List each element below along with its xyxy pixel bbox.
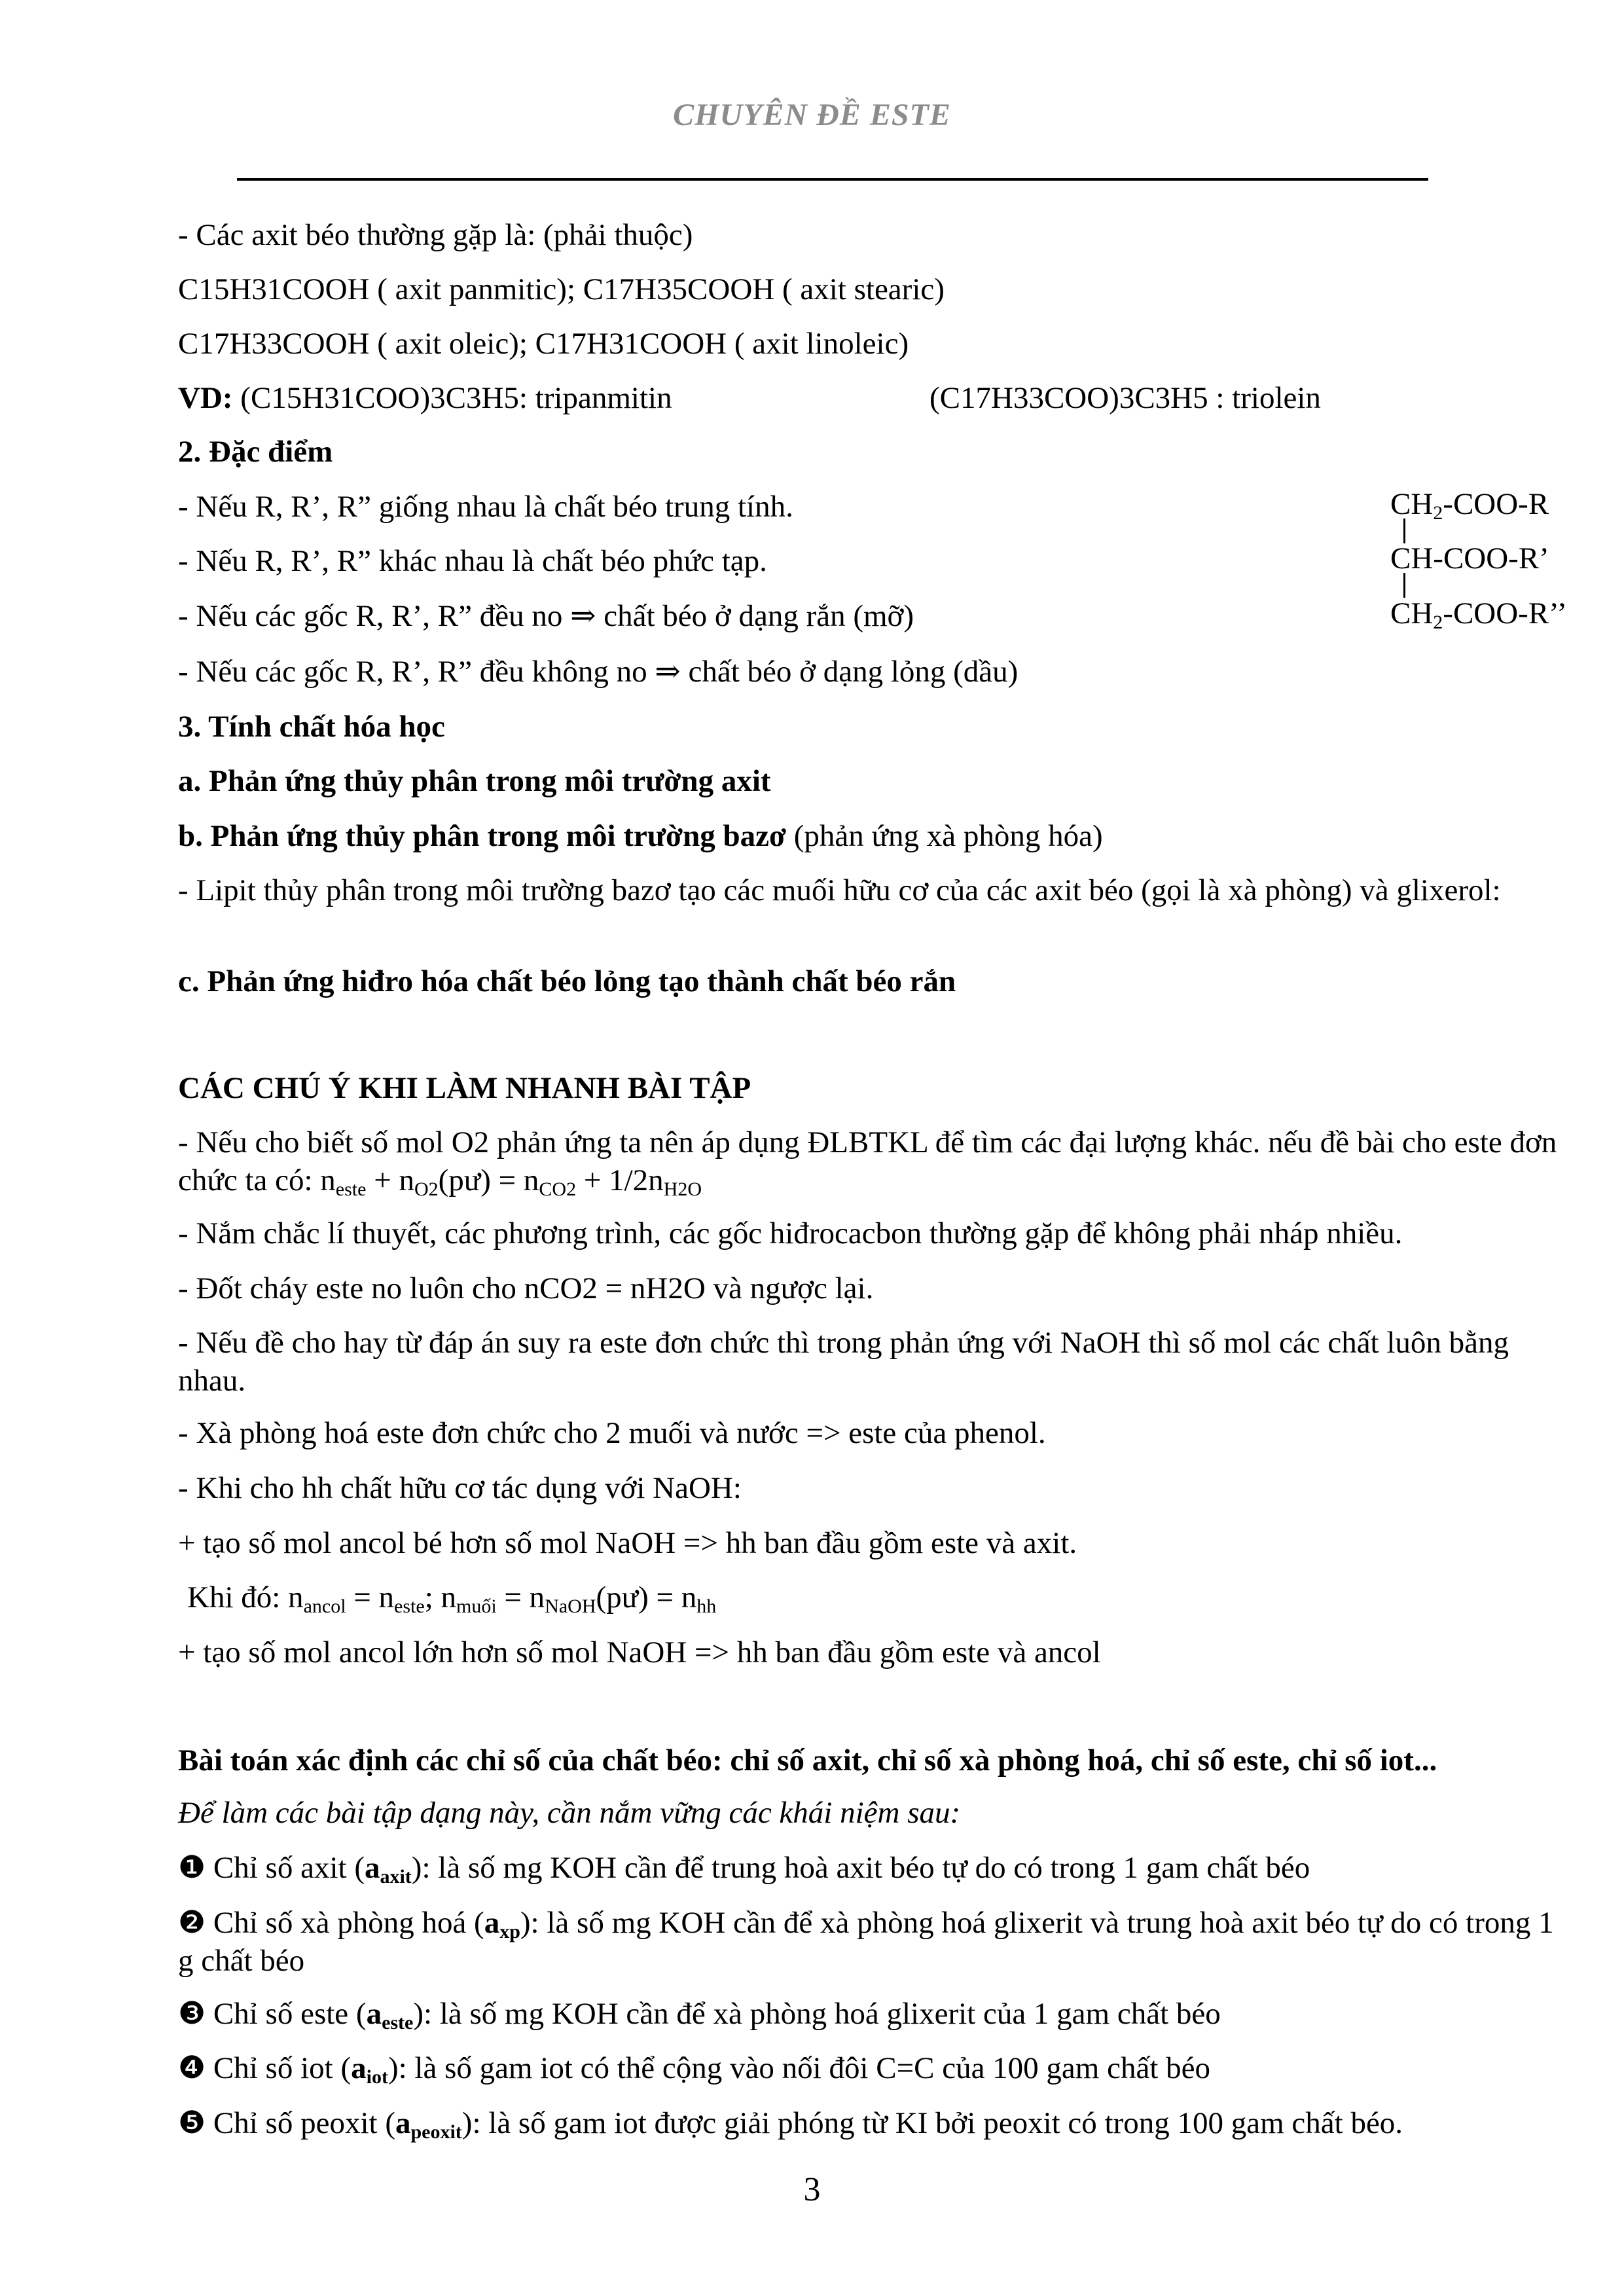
- bullet-3-icon: ❸: [178, 1997, 206, 2031]
- text-line: C17H33COOH ( axit oleic); C17H31COOH ( axit linoleic): [178, 327, 909, 361]
- subsection-heading: a. Phản ứng thủy phân trong môi trường axit: [178, 764, 771, 798]
- example-line: [178, 379, 672, 417]
- note-item: - Khi cho hh chất hữu cơ tác dụng với NaOH:: [178, 1471, 742, 1505]
- text-line: - Nếu R, R’, R” giống nhau là chất béo trung tính.: [178, 490, 793, 524]
- structure-row-1: $CH_2-COO-R$: [1390, 487, 1549, 524]
- text-line: - Nếu các gốc R, R’, R” đều không no ⇒ chất béo ở dạng lỏng (dầu): [178, 655, 1019, 689]
- note-formula: Khi đó: $n_{ancol} = n_{este}$; $n_{muối}$ = $n_{NaOH}(pư) = n_{hh}$: [187, 1580, 717, 1617]
- page-header-title: CHUYÊN ĐỀ ESTE: [673, 98, 951, 132]
- note-item: + tạo số mol ancol lớn hơn số mol NaOH => hh ban đầu gồm este và ancol: [178, 1635, 1101, 1669]
- bullet-5-icon: ❺: [178, 2106, 206, 2140]
- index-definition: ❷ Chỉ số xà phòng hoá $(a_{xp})$: là số mg KOH cần để xà phòng hoá glixerit và trung hoà axit béo tự do có trong 1 g chất béo: [178, 1906, 1554, 1978]
- example-tripanmitin: (C15H31COO)3C3H5: tripanmitin: [240, 381, 672, 415]
- text-line: C15H31COOH ( axit panmitic); C17H35COOH ( axit stearic): [178, 272, 945, 306]
- page-number: 3: [803, 2171, 821, 2208]
- index-definition: ❹ Chỉ số iot $(a_{iot})$: là số gam iot có thể cộng vào nối đôi C=C của 100 gam chất béo: [178, 2051, 1210, 2088]
- text-line: - Nếu các gốc R, R’, R” đều no ⇒ chất béo ở dạng rắn (mỡ): [178, 599, 914, 633]
- header-divider: [237, 178, 1428, 181]
- subsection-heading: c. Phản ứng hiđro hóa chất béo lỏng tạo thành chất béo rắn: [178, 964, 956, 998]
- section-heading: 3. Tính chất hóa học: [178, 710, 445, 744]
- text-line: - Các axit béo thường gặp là: (phải thuộc): [178, 218, 693, 252]
- note-item: - Nắm chắc lí thuyết, các phương trình, các gốc hiđrocacbon thường gặp để không phải nháp nhiều.: [178, 1216, 1403, 1250]
- note-item: - Nếu đề cho hay từ đáp án suy ra este đơn chức thì trong phản ứng với NaOH thì số mol các chất luôn bằng nhau.: [178, 1326, 1509, 1398]
- notes-title: CÁC CHÚ Ý KHI LÀM NHANH BÀI TẬP: [178, 1071, 751, 1105]
- section-heading: 2. Đặc điểm: [178, 435, 333, 469]
- indices-title: Bài toán xác định các chỉ số của chất béo: chỉ số axit, chỉ số xà phòng hoá, chỉ số este, chỉ số iot...: [178, 1743, 1437, 1777]
- note-item: - Nếu cho biết số mol O2 phản ứng ta nên áp dụng ĐLBTKL để tìm các đại lượng khác. nếu đề bài cho este đơn chức ta có: $n_{este}$ + $n_{O2}(pư) = n_{CO2} + 1/2n_{H2O}$: [178, 1125, 1557, 1200]
- bullet-2-icon: ❷: [178, 1906, 206, 1940]
- note-item: - Đốt cháy este no luôn cho nCO2 = nH2O và ngược lại.: [178, 1271, 874, 1305]
- implies-arrow: ⇒: [655, 655, 681, 689]
- note-item: + tạo số mol ancol bé hơn số mol NaOH => hh ban đầu gồm este và axit.: [178, 1526, 1077, 1560]
- index-definition: ❶ Chỉ số axit $(a_{axit})$: là số mg KOH cần để trung hoà axit béo tự do có trong 1 gam chất béo: [178, 1851, 1310, 1887]
- implies-arrow: ⇒: [570, 599, 596, 633]
- example-triolein: (C17H33COO)3C3H5 : triolein: [929, 381, 1321, 415]
- indices-intro: Để làm các bài tập dạng này, cần nắm vững các khái niệm sau:: [178, 1796, 961, 1830]
- paragraph: - Lipit thủy phân trong môi trường bazơ tạo các muối hữu cơ của các axit béo (gọi là xà phòng) và glixerol:: [178, 873, 1501, 907]
- structure-bond: [1403, 573, 1405, 598]
- index-definition: ❺ Chỉ số peoxit $(a_{peoxit})$: là số gam iot được giải phóng từ KI bởi peoxit có trong 100 gam chất béo.: [178, 2106, 1403, 2143]
- index-definition: ❸ Chỉ số este $(a_{este})$: là số mg KOH cần để xà phòng hoá glixerit của 1 gam chất béo: [178, 1997, 1221, 2033]
- subsection-heading: b. Phản ứng thủy phân trong môi trường bazơ (phản ứng xà phòng hóa): [178, 819, 1103, 853]
- bullet-4-icon: ❹: [178, 2051, 206, 2085]
- example-label: VD:: [178, 381, 233, 415]
- note-item: - Xà phòng hoá este đơn chức cho 2 muối và nước => este của phenol.: [178, 1416, 1046, 1450]
- structure-bond: [1403, 519, 1405, 543]
- bullet-1-icon: ❶: [178, 1851, 206, 1885]
- structure-row-3: $CH_2-COO-R$’’: [1390, 596, 1567, 633]
- structure-row-2: CH-COO-R’: [1390, 541, 1549, 575]
- text-line: - Nếu R, R’, R” khác nhau là chất béo phức tạp.: [178, 544, 767, 578]
